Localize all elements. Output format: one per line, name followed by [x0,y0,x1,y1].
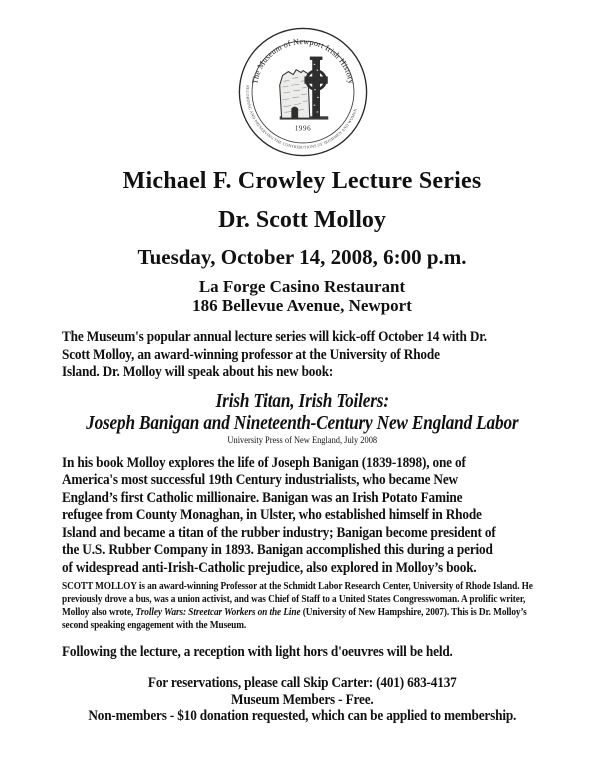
body-line: England’s first Catholic millionaire. Banigan was an Irish Potato Famine [62,489,463,506]
venue-name: La Forge Casino Restaurant [198,277,406,296]
seal-arc-text: The Museum of Newport Irish History [250,37,356,85]
body-line: In his book Molloy explores the life of Joseph Banigan (1839-1898), one of [62,454,466,471]
museum-seal-logo [235,25,371,159]
body-line: Island and became a titan of the rubber industry; Banigan become president of [62,524,496,541]
intro-line: Island. Dr. Molloy will speak about his new book: [62,364,334,380]
reservations-phone-line: For reservations, please call Skip Carter: (401) 683-4137 [147,675,457,691]
museum-seal-svg [235,25,371,159]
bio-text-suffix: (University of New Hampshire, 2007). This is Dr. Molloy’s second speaking engagement with the Museum. [62,607,527,631]
bio-book-title-italic: Trolley Wars: Streetcar Workers on the Line [135,607,301,618]
book-title-line1: Irish Titan, Irish Toilers: [215,390,389,412]
reservations-block [62,675,543,725]
body-line: refugee from County Monaghan, in Ulster, who established himself in Rhode [62,507,482,523]
intro-line: Scott Molloy, an award-winning professor at the University of Rhode [62,346,440,363]
intro-line: The Museum's popular annual lecture series will kick-off October 14 with Dr. [62,329,487,345]
speaker-name: Dr. Scott Molloy [218,207,386,233]
body-line: of widespread anti-Irish-Catholic prejudice, also explored in Molloy’s book. [62,559,477,576]
non-members-line: Non-members - $10 donation requested, which can be applied to membership. [88,708,517,724]
publisher-line: University Press of New England, July 2008 [227,435,378,446]
body-paragraph [62,455,543,578]
seal-year: 1996 [294,124,312,133]
venue-address: 186 Bellevue Avenue, Newport [192,296,412,315]
book-title-block [62,391,543,447]
intro-paragraph [62,329,543,382]
series-title: Michael F. Crowley Lecture Series [122,168,482,194]
speaker-bio [62,580,543,632]
book-title-line2: Joseph Banigan and Nineteenth-Century New England Labor [86,412,519,434]
event-datetime: Tuesday, October 14, 2008, 6:00 p.m. [137,245,467,269]
bio-text-prefix: SCOTT MOLLOY is an award-winning Professor at the Schmidt Labor Research Center, University of Rhode Island. He previously drove a bus, was a union activist, and was Chief of Staff to a United States Congresswoman. A prolific writer, Molloy also wrote, [62,581,533,618]
seal-ring-text: RECORDING AND PRESERVING THE CONTRIBUTIONS OF IRISHMEN AND WOMEN [245,85,359,150]
members-free-line: Museum Members - Free. [230,691,374,708]
venue-block [62,277,542,315]
body-line: America's most successful 19th Century industrialists, who became New [62,472,458,488]
body-line: the U.S. Rubber Company in 1893. Banigan accomplished this during a period [62,542,493,558]
reception-line: Following the lecture, a reception with light hors d'oeuvres will be held. [62,644,453,660]
